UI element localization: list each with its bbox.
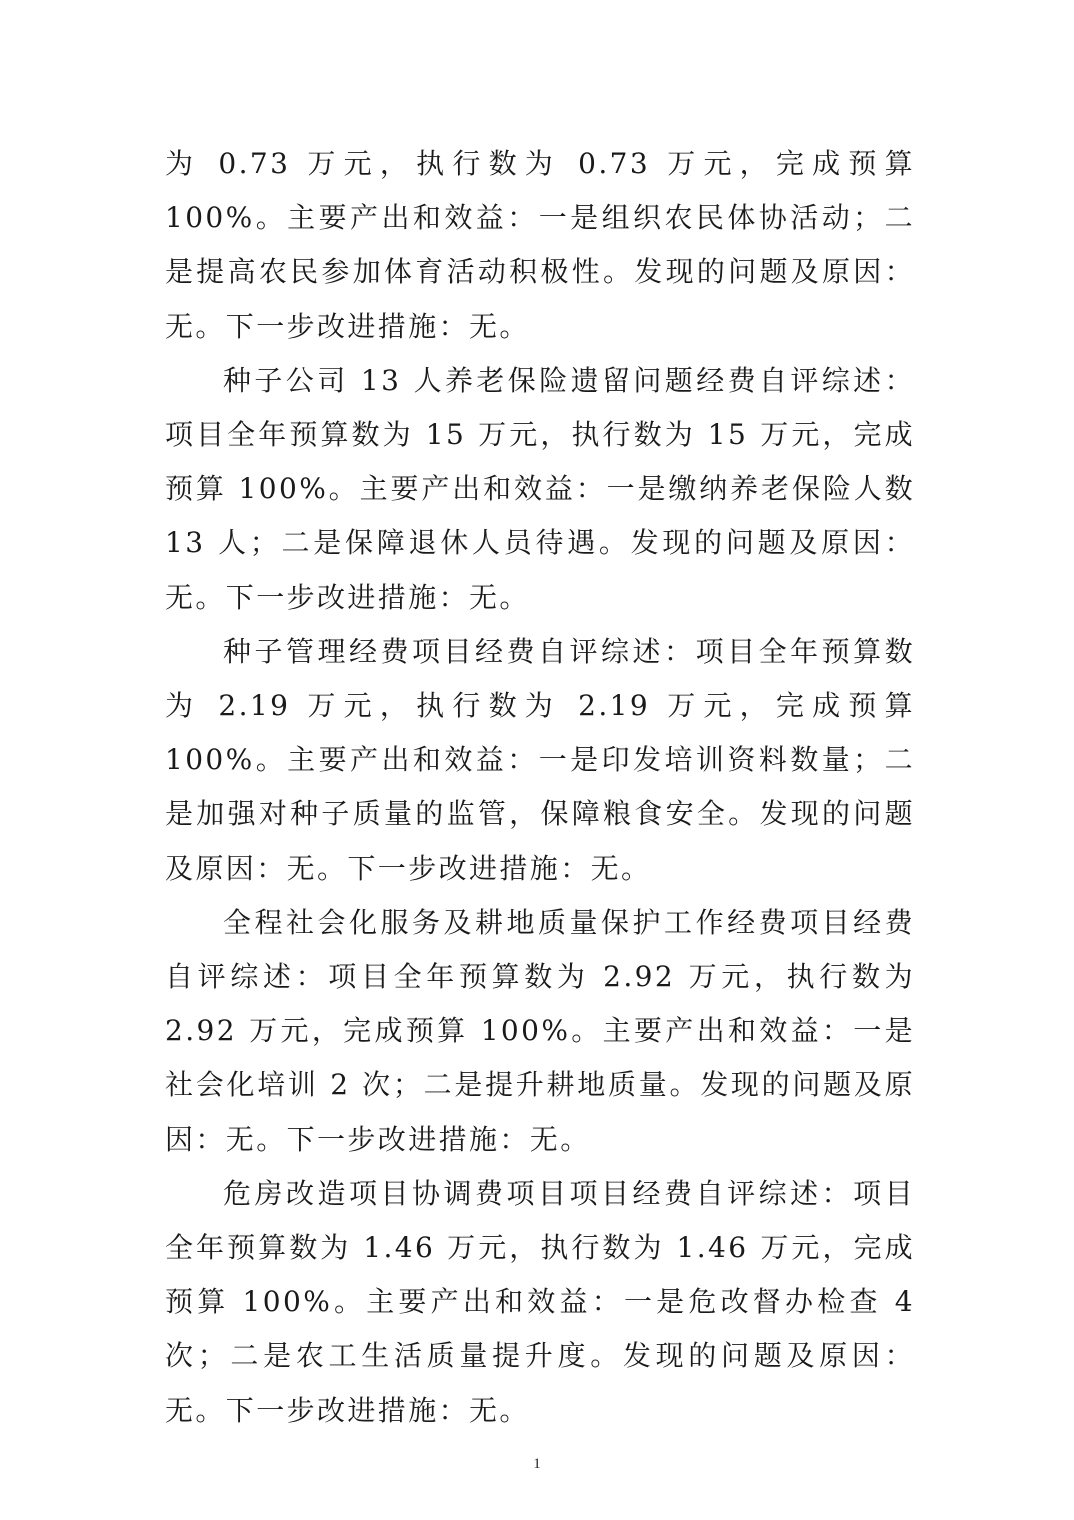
document-body [165, 137, 915, 1438]
paragraph-dilapidated-housing: 危房改造项目协调费项目项目经费自评综述：项目全年预算数为 1.46 万元，执行数为 1.46 万元，完成预算 100%。主要产出和效益：一是危改督办检查 4 次；二是农工生活质量提升度。发现的问题及原因：无。下一步改进措施：无。 [165, 1176, 915, 1427]
paragraph-farmland-quality: 全程社会化服务及耕地质量保护工作经费项目经费自评综述：项目全年预算数为 2.92 万元，执行数为 2.92 万元，完成预算 100%。主要产出和效益：一是社会化培训 2 次；二是提升耕地质量。发现的问题及原因：无。下一步改进措施：无。 [165, 905, 915, 1156]
page-number: 1 [533, 1456, 541, 1472]
paragraph-seed-management: 种子管理经费项目经费自评综述：项目全年预算数为 2.19 万元，执行数为 2.19 万元，完成预算 100%。主要产出和效益：一是印发培训资料数量；二是加强对种子质量的监管，保障粮食安全。发现的问题及原因：无。下一步改进措施：无。 [165, 634, 915, 885]
paragraph-sports-activity: 为 0.73 万元，执行数为 0.73 万元，完成预算 100%。主要产出和效益：一是组织农民体协活动；二是提高农民参加体育活动积极性。发现的问题及原因：无。下一步改进措施：无。 [165, 147, 915, 343]
paragraph-seed-company-pension: 种子公司 13 人养老保险遗留问题经费自评综述：项目全年预算数为 15 万元，执行数为 15 万元，完成预算 100%。主要产出和效益：一是缴纳养老保险人数 13 人；二是保障退休人员待遇。发现的问题及原因：无。下一步改进措施：无。 [165, 363, 915, 614]
